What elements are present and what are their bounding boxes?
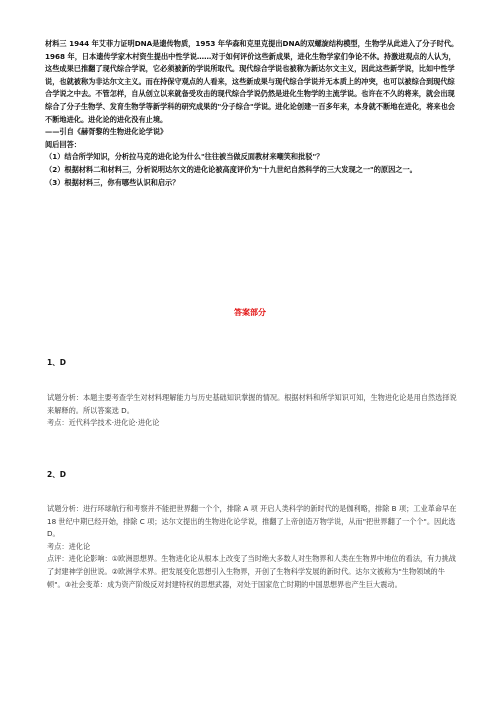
question-2: （2）根据材料二和材料三，分析说明达尔文的进化论被高度评价为"十九世纪自然科学的三大发现之一"的原因之一。	[45, 164, 417, 174]
question-1: （1）结合所学知识，分析拉马克的进化论为什么"往往被当做反面教材来嘲笑和批驳"？	[45, 152, 324, 162]
answer-2-point: 考点：进化论	[47, 541, 91, 551]
answer-1-analysis: 试题分析：本题主要考查学生对材料理解能力与历史基础知识掌握的情况。根据材料和所学知识可知，生物进化论是用自然选择说来解释的。所以答案选 D。	[47, 393, 457, 415]
answer-2-comment: 点评：进化论影响：①欧洲思想界。生物进化论从根本上改变了当时绝大多数人对生物界和人类在生物界中地位的看法，有力挑战了封建神学创世说。②欧洲学术界。把发展变化思想引入生物界，开创了生物科学发展的新时代。达尔文被称为"生物领域的牛顿"。③社会变革：成为资产阶级反对封建特权的思想武器，对处于国家危亡时期的中国思想界也产生巨大震动。	[47, 554, 456, 589]
material-paragraph: 材料三 1944 年艾菲力证明DNA是遗传物质，1953 年华森和克里克提出DNA的双螺旋结构模型，生物学从此进入了分子时代。1968 年，日本遗传学家木村资生提出中性学说……对于如何评价这些新成果，进化生物学家们争论不休。持激进观点的人认为，这些成果已推翻了现代综合学说，它必须被新的学说所取代。现代综合学说也被称为新达尔文主义，因此这些新学说，比如中性学说，也就被称为非达尔文主义。而在持保守观点的人看来，这些新成果与现代综合学说并无本质上的冲突，也可以被综合到现代综合学说之中去。不管怎样，自从创立以来就备受攻击的现代综合学说仍然是进化生物学的主流学说。也许在不久的将来，就会出现综合了分子生物学、发育生物学等新学科的研究成果的"分子综合"学说。进化论创建一百多年来，本身就不断地在进化，将来也会不断地进化。进化论的进化没有止境。	[45, 39, 459, 124]
answer-1-body	[47, 392, 462, 430]
answer-1-number: 1、D	[47, 358, 66, 367]
material-source: ——引自《赫胥黎的生物进化论学说》	[45, 127, 168, 137]
answer-2-analysis: 试题分析：进行环球航行和考察并不能把世界翻一个个，排除 A 项 开启人类科学的新时代的是伽利略，排除 B 项；工业革命早在 18 世纪中期已经开始，排除 C 项；达尔文提出的生物进化论学说，推翻了上帝创造万物学说，从而"把世界翻了一个个"。因此选 D。	[47, 504, 457, 539]
question-prompt: 阅后回答：	[45, 139, 81, 149]
answer-section-title: 答案部分	[234, 308, 266, 317]
material-three-section	[45, 38, 460, 189]
answer-1-point: 考点：近代科学技术·进化论·进化论	[47, 418, 160, 428]
question-3: （3）根据材料三，你有哪些认识和启示？	[45, 177, 180, 187]
answer-2-number: 2、D	[47, 470, 66, 479]
answer-2-body	[47, 503, 462, 591]
